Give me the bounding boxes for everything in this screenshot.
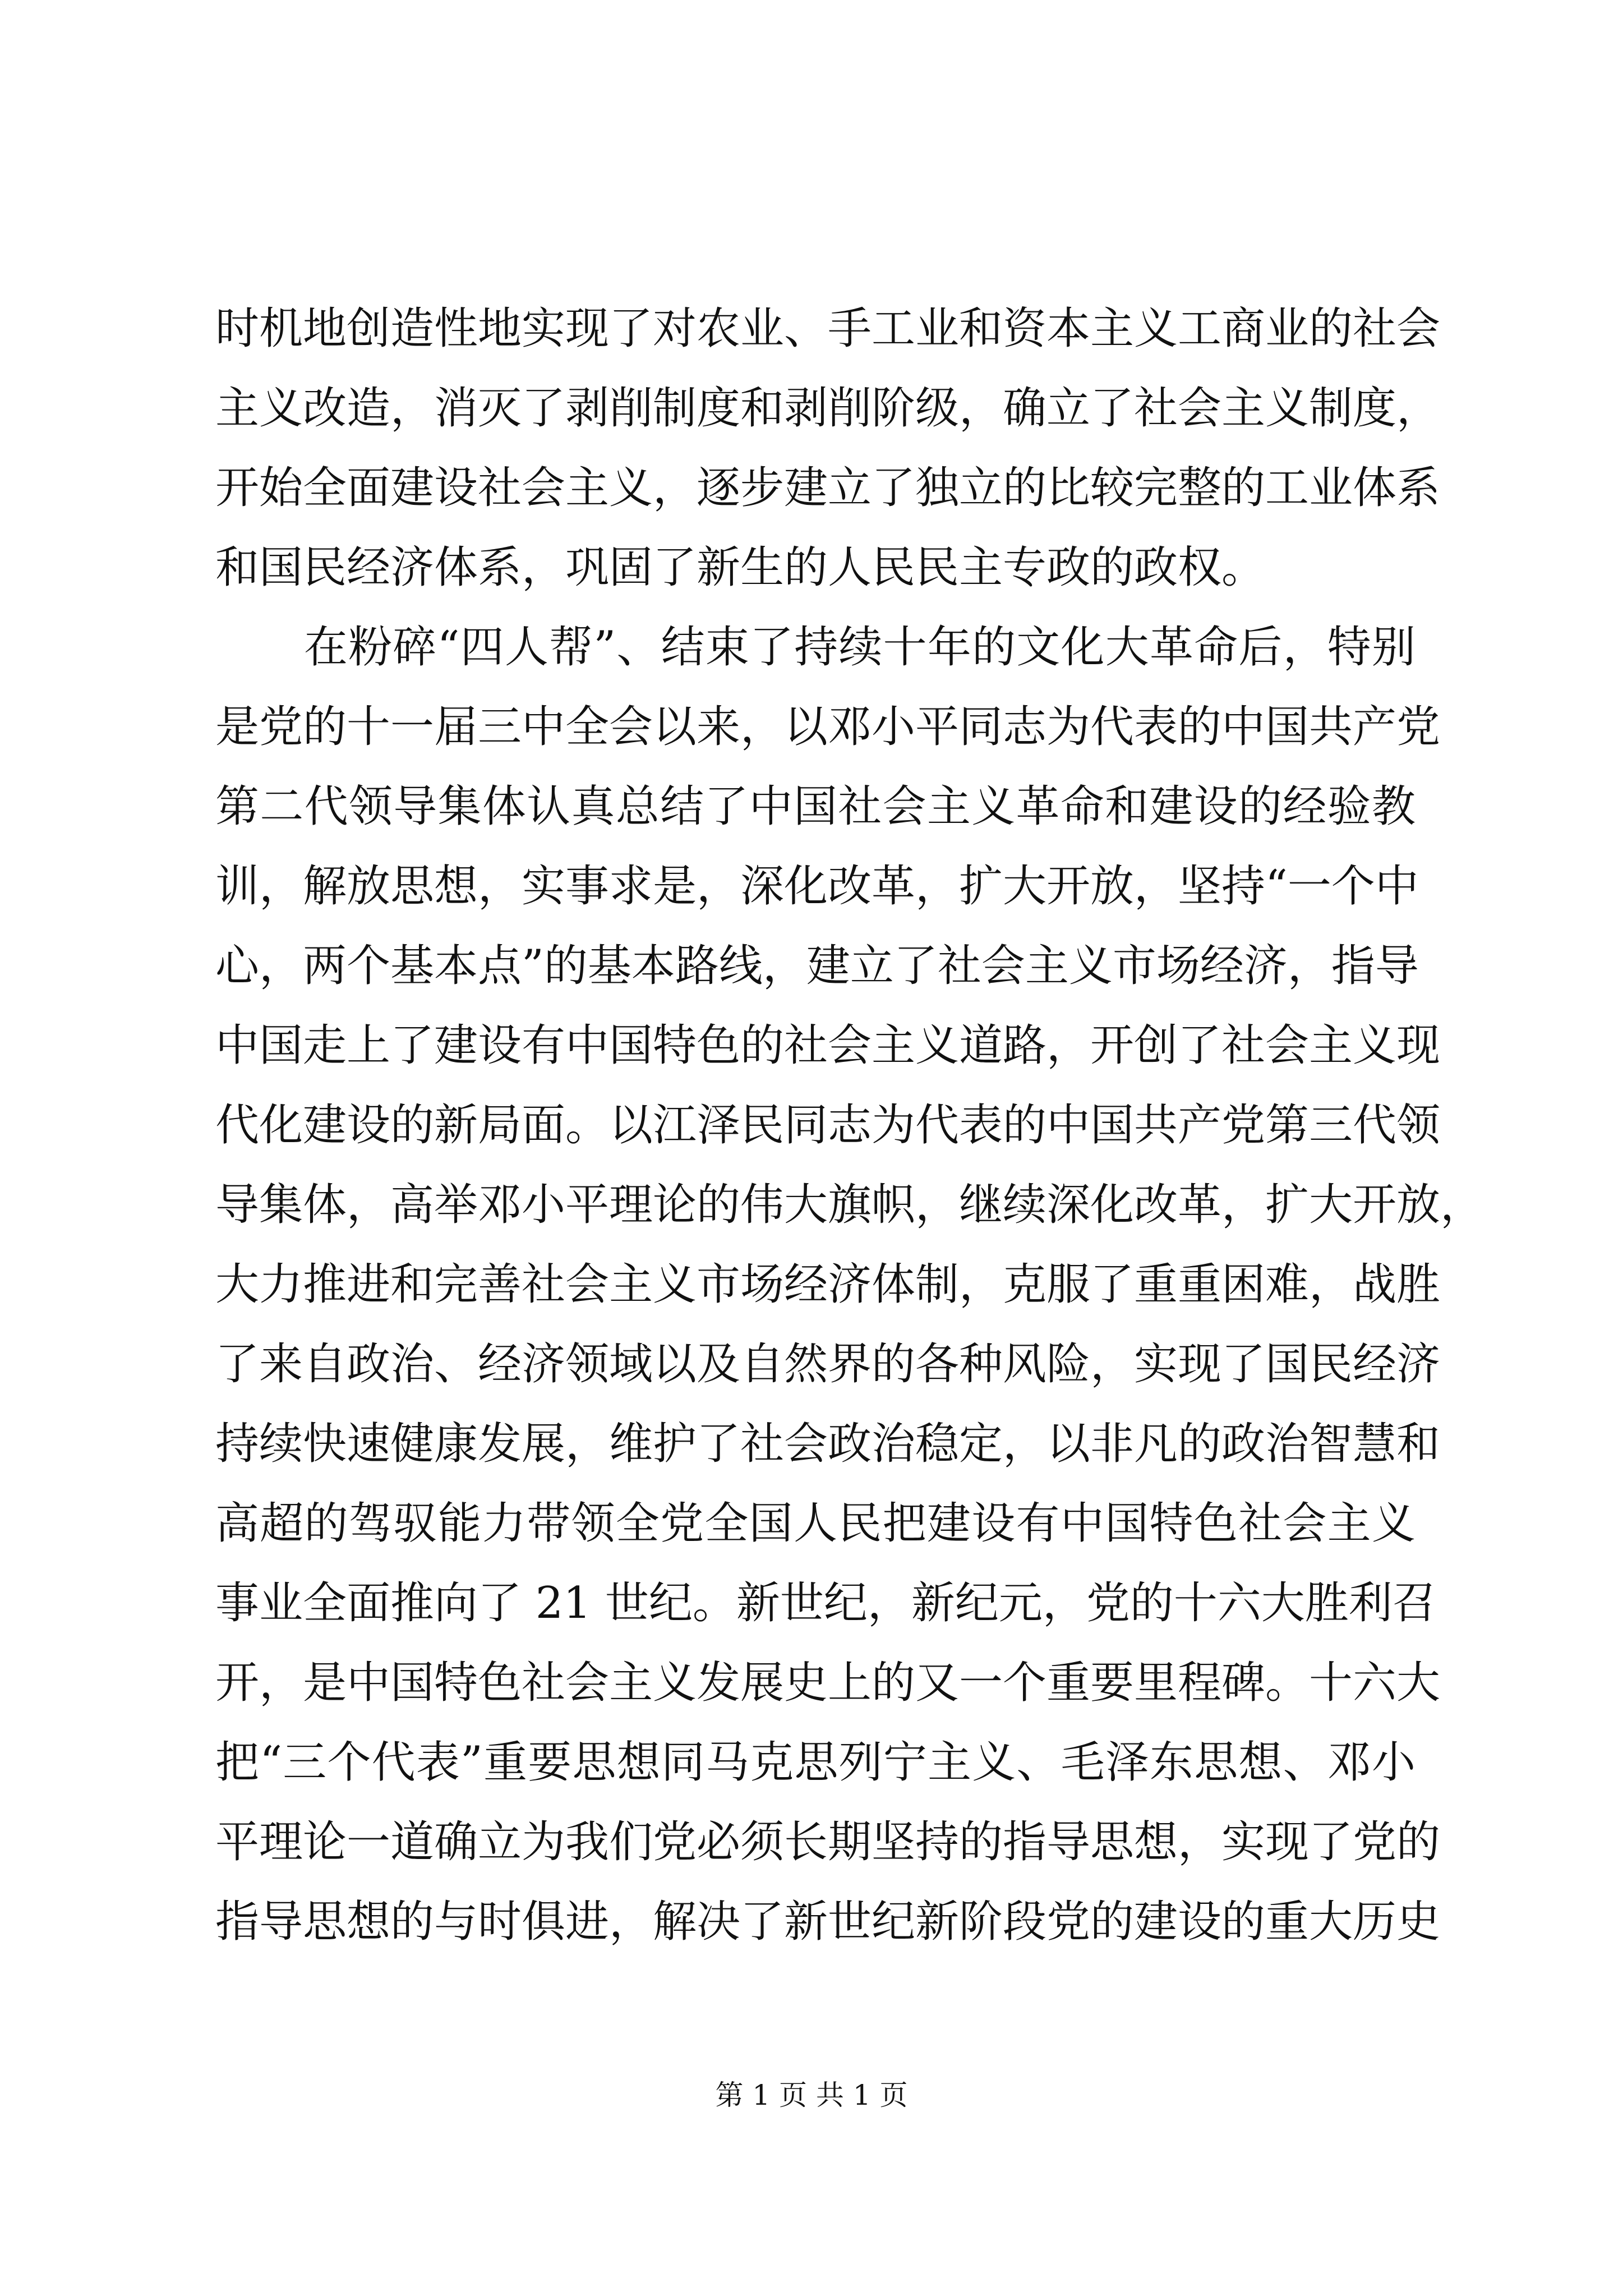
text-line: 第二代领导集体认真总结了中国社会主义革命和建设的经验教 — [215, 781, 1415, 832]
paragraph-first-line: 在粉碎“四人帮”、结束了持续十年的文化大革命后，特别 — [304, 622, 1415, 673]
page-number-footer: 第 1 页 共 1 页 — [715, 2079, 908, 2111]
text-line: 指导思想的与时俱进，解决了新世纪新阶段党的建设的重大历史 — [215, 1897, 1441, 1947]
text-line: 高超的驾驭能力带领全党全国人民把建设有中国特色社会主义 — [215, 1498, 1415, 1549]
text-line: 开，是中国特色社会主义发展史上的又一个重要里程碑。十六大 — [215, 1658, 1441, 1708]
text-line: 开始全面建设社会主义，逐步建立了独立的比较完整的工业体系 — [215, 463, 1441, 513]
text-line: 是党的十一届三中全会以来，以邓小平同志为代表的中国共产党 — [215, 702, 1441, 752]
text-line: 时机地创造性地实现了对农业、手工业和资本主义工商业的社会 — [215, 303, 1441, 354]
text-line: 主义改造，消灭了剥削制度和剥削阶级，确立了社会主义制度， — [215, 383, 1441, 434]
text-line: 代化建设的新局面。以江泽民同志为代表的中国共产党第三代领 — [215, 1100, 1441, 1151]
text-line: 持续快速健康发展，维护了社会政治稳定，以非凡的政治智慧和 — [215, 1419, 1441, 1469]
text-line: 训，解放思想，实事求是，深化改革，扩大开放，坚持“一个中 — [215, 861, 1419, 912]
text-line: 把“三个代表”重要思想同马克思列宁主义、毛泽东思想、邓小 — [215, 1737, 1415, 1788]
text-line: 平理论一道确立为我们党必须长期坚持的指导思想，实现了党的 — [215, 1817, 1441, 1867]
text-line: 大力推进和完善社会主义市场经济体制，克服了重重困难，战胜 — [215, 1259, 1441, 1310]
text-line: 了来自政治、经济领域以及自然界的各种风险，实现了国民经济 — [215, 1339, 1441, 1389]
text-line: 中国走上了建设有中国特色的社会主义道路，开创了社会主义现 — [215, 1020, 1441, 1071]
body-text — [215, 289, 1484, 1962]
text-line: 心，两个基本点”的基本路线，建立了社会主义市场经济，指导 — [215, 941, 1419, 991]
text-line: 事业全面推向了 21 世纪。新世纪，新纪元，党的十六大胜利召 — [215, 1578, 1436, 1628]
text-line: 导集体，高举邓小平理论的伟大旗帜，继续深化改革，扩大开放， — [215, 1180, 1484, 1230]
text-line: 和国民经济体系，巩固了新生的人民民主专政的政权。 — [215, 542, 1266, 593]
